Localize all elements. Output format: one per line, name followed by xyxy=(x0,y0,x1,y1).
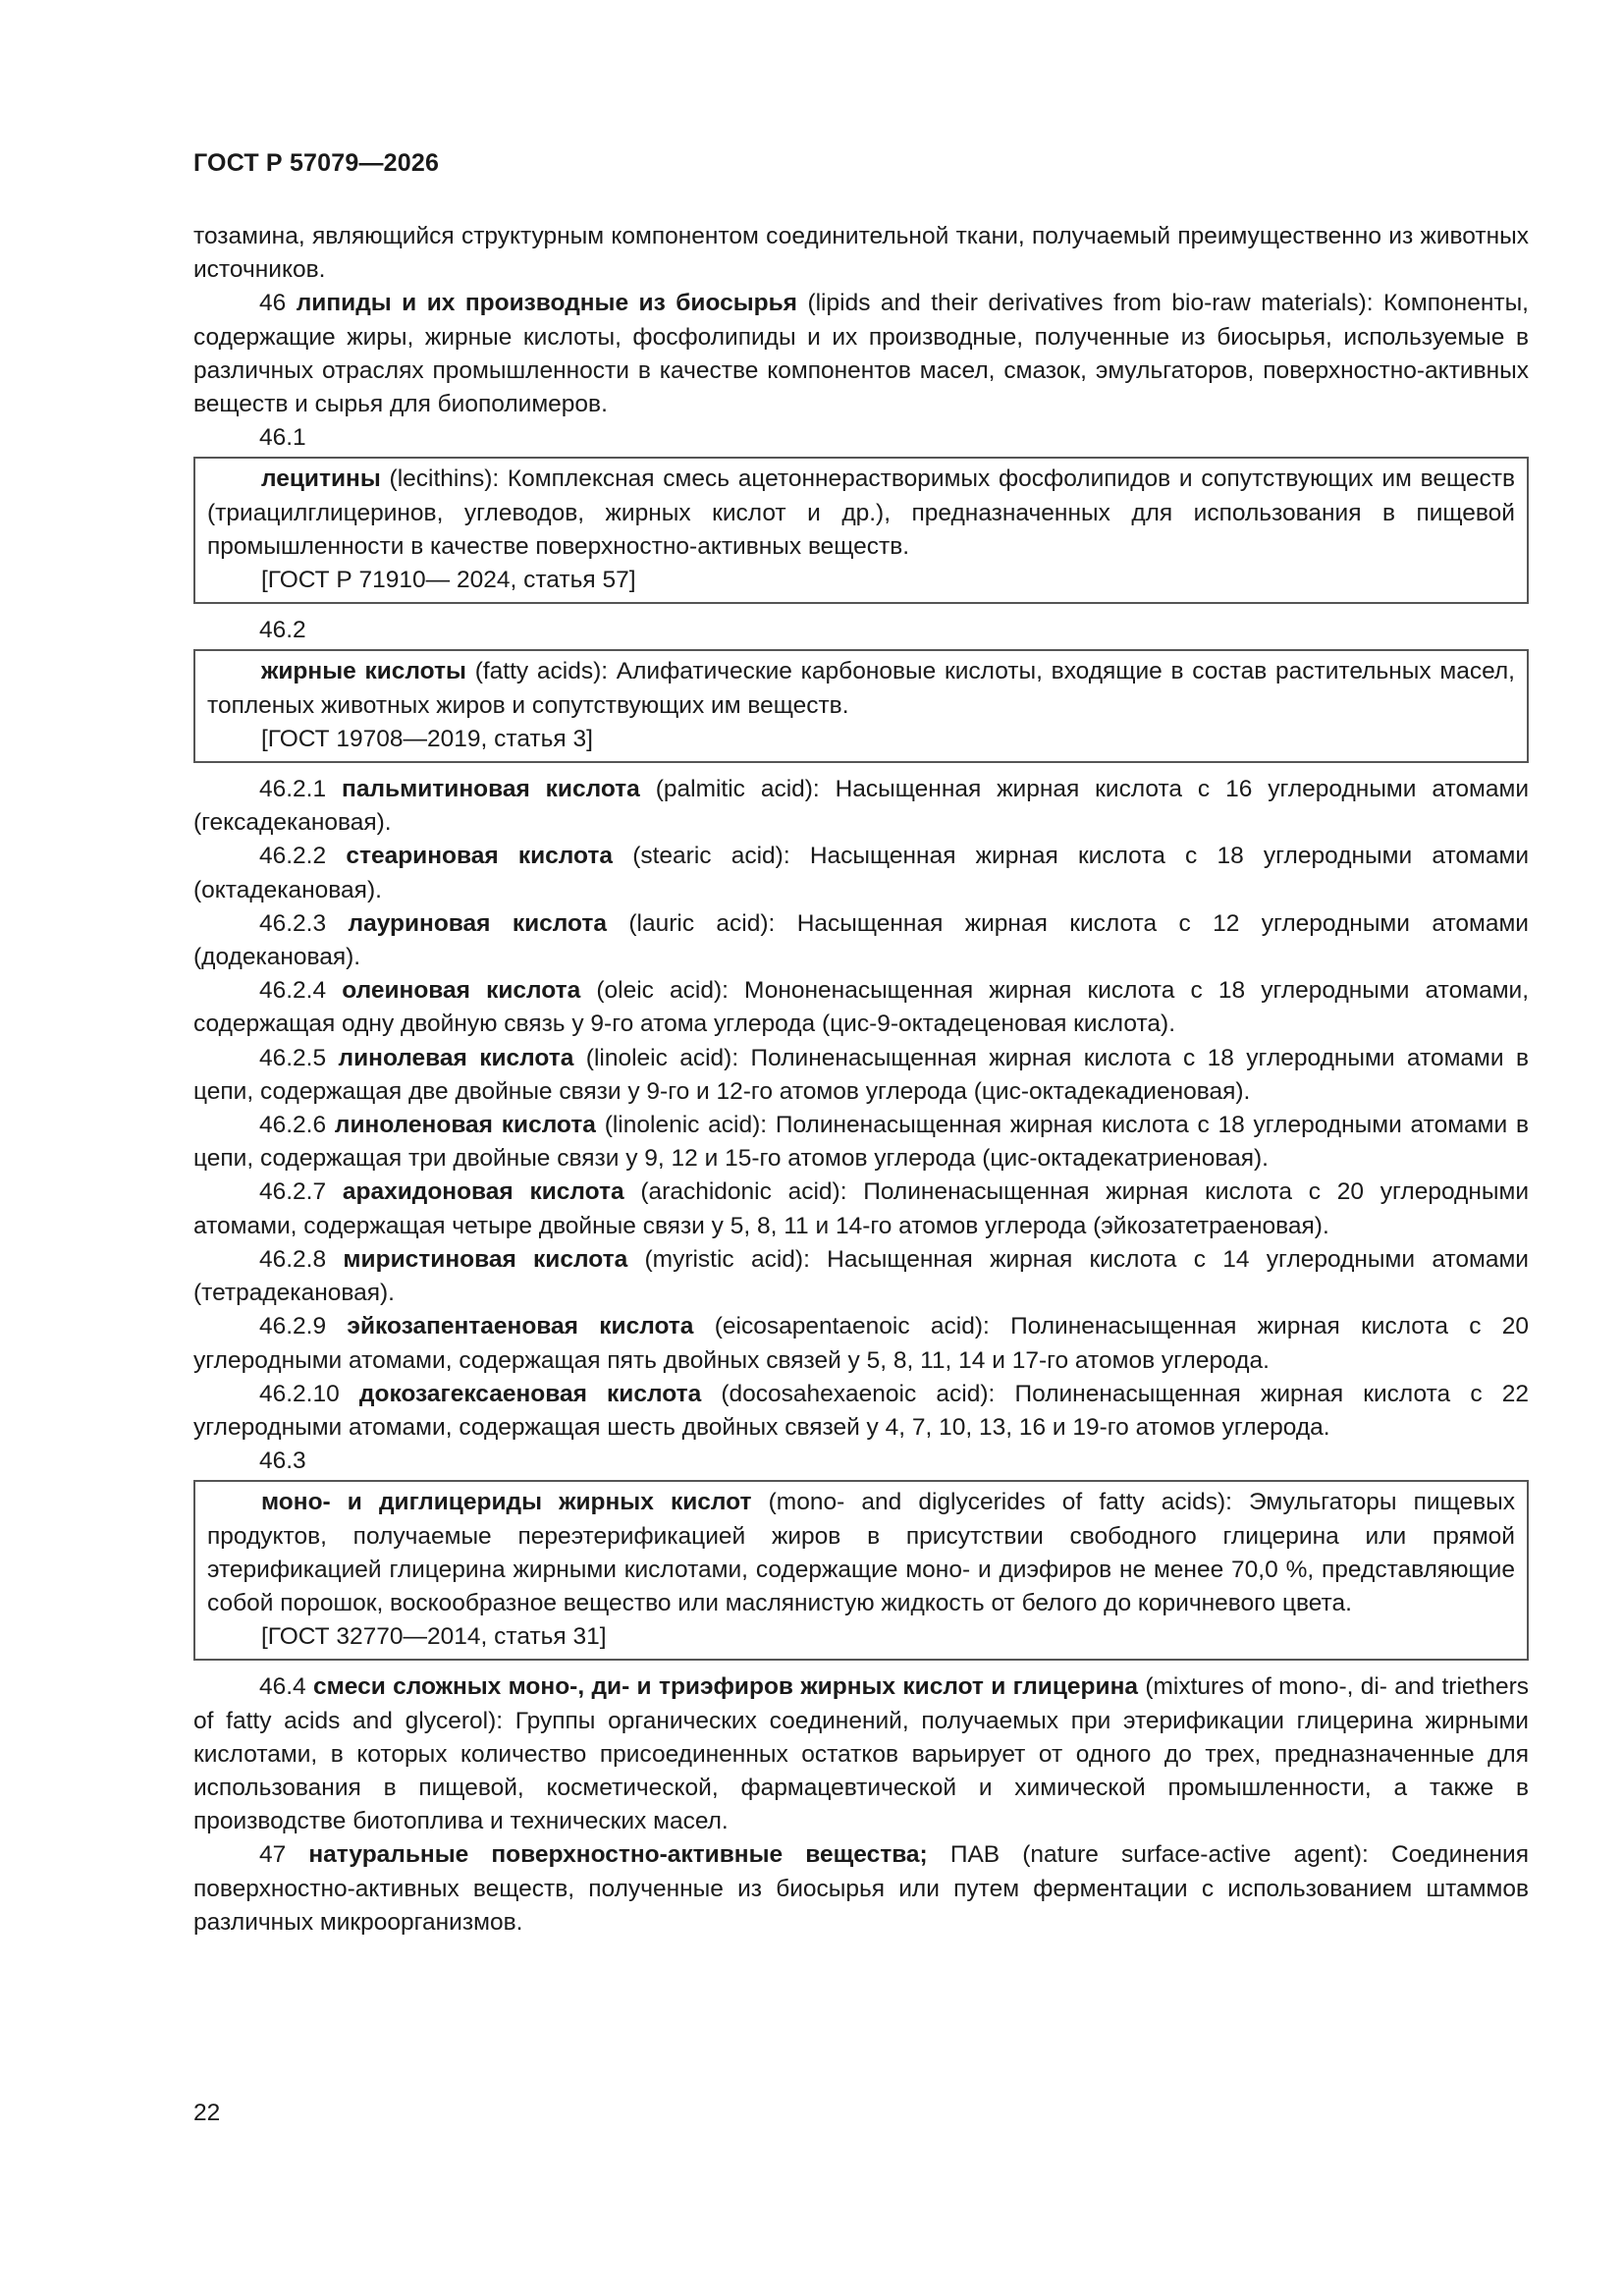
term-46-2-7 xyxy=(193,1175,1529,1242)
boxed-term-46-2 xyxy=(193,649,1529,763)
page-number: 22 xyxy=(193,2100,221,2126)
term-name: миристиновая кислота xyxy=(343,1245,628,1273)
intro-paragraph: тозамина, являющийся структурным компонентом соединительной ткани, получаемый преимущественно из животных источников. xyxy=(193,223,1529,284)
term-name: эйкозапентаеновая кислота xyxy=(347,1313,694,1340)
term-name: стеариновая кислота xyxy=(346,843,614,870)
term-reference: [ГОСТ 19708—2019, статья 3] xyxy=(261,725,593,752)
term-46-1 xyxy=(207,463,1515,564)
term-46-2-4 xyxy=(193,974,1529,1041)
term-number: 46.2.9 xyxy=(259,1313,327,1340)
term-46-2-6 xyxy=(193,1109,1529,1175)
term-46-2 xyxy=(207,655,1515,722)
term-number-46-2: 46.2 xyxy=(259,617,306,644)
document-header: ГОСТ Р 57079—2026 xyxy=(193,149,440,177)
term-46-2-2 xyxy=(193,840,1529,906)
term-definition: (fatty acids): Алифатические карбоновые кислоты, входящие в состав растительных масел, топленых животных жиров и сопутствующих им веществ. xyxy=(207,658,1515,719)
term-46-2-8 xyxy=(193,1243,1529,1310)
term-number: 47 xyxy=(259,1841,287,1869)
term-number: 46.2.1 xyxy=(259,776,327,803)
boxed-term-46-3 xyxy=(193,1480,1529,1661)
term-47 xyxy=(193,1838,1529,1940)
term-definition: (myristic acid): Насыщенная жирная кислота с 14 углеродными атомами (тетрадекановая). xyxy=(193,1245,1529,1307)
term-number: 46.2.5 xyxy=(259,1044,327,1071)
term-name: линолевая кислота xyxy=(338,1044,574,1071)
term-definition: (linolenic acid): Полиненасыщенная жирная кислота с 18 углеродными атомами в цепи, содержащая три двойные связи у 9, 12 и 15-го атомов углерода (цис-октадекатриеновая). xyxy=(193,1112,1529,1173)
term-reference: [ГОСТ Р 71910— 2024, статья 57] xyxy=(261,567,636,594)
term-reference: [ГОСТ 32770—2014, статья 31] xyxy=(261,1623,607,1651)
term-number: 46 xyxy=(259,290,287,317)
term-46-2-1 xyxy=(193,773,1529,840)
term-number: 46.4 xyxy=(259,1673,306,1701)
term-definition: (palmitic acid): Насыщенная жирная кислота с 16 углеродными атомами (гексадекановая). xyxy=(193,776,1530,837)
term-definition: (mono- and diglycerides of fatty acids): Эмульгаторы пищевых продуктов, получаемые переэтерификацией жиров в присутствии свободного глицерина или прямой этерификацией глицерина жирными кислотами, содержащие моно- и диэфиров не менее 70,0 %, представляющие собой порошок, воскообразное вещество или маслянистую жидкость от белого до коричневого цвета. xyxy=(207,1489,1515,1616)
term-name: натуральные поверхностно-активные вещества; xyxy=(308,1841,928,1869)
term-definition: (eicosapentaenoic acid): Полиненасыщенная жирная кислота с 20 углеродными атомами, содержащая пять двойных связей у 5, 8, 11, 14 и 17-го атомов углерода. xyxy=(193,1313,1530,1374)
term-name: пальмитиновая кислота xyxy=(342,776,640,803)
term-name: олеиновая кислота xyxy=(342,977,581,1005)
term-definition: (arachidonic acid): Полиненасыщенная жирная кислота с 20 углеродными атомами, содержащая четыре двойные связи у 5, 8, 11 и 14-го атомов углерода (эйкозатетраеновая). xyxy=(193,1178,1530,1239)
term-definition: (lipids and their derivatives from bio-raw materials): Компоненты, содержащие жиры, жирные кислоты, фосфолипиды и их производные, полученные из биосырья, используемые в различных отраслях промышленности в качестве компонентов масел, смазок, эмульгаторов, поверхностно-активных веществ и сырья для биополимеров. xyxy=(193,290,1529,418)
term-46-3 xyxy=(207,1486,1515,1620)
term-number: 46.2.8 xyxy=(259,1245,327,1273)
term-46-2-10 xyxy=(193,1378,1529,1445)
term-name: смеси сложных моно-, ди- и триэфиров жирных кислот и глицерина xyxy=(313,1673,1139,1701)
term-46 xyxy=(193,287,1529,421)
term-46-2-3 xyxy=(193,907,1529,974)
term-number-46-3: 46.3 xyxy=(259,1448,306,1475)
term-number: 46.2.3 xyxy=(259,909,327,937)
term-name: докозагексаеновая кислота xyxy=(358,1380,702,1407)
term-number-46-1: 46.1 xyxy=(259,424,306,452)
term-name: лауриновая кислота xyxy=(348,909,607,937)
term-number: 46.2.4 xyxy=(259,977,327,1005)
term-46-2-9 xyxy=(193,1310,1529,1377)
term-number: 46.2.6 xyxy=(259,1112,327,1139)
term-definition: (stearic acid): Насыщенная жирная кислота с 18 углеродными атомами (октадекановая). xyxy=(193,843,1530,903)
term-46-4 xyxy=(193,1670,1529,1838)
term-number: 46.2.2 xyxy=(259,843,327,870)
term-definition: ПАВ (nature surface-active agent): Соединения поверхностно-активных веществ, полученные из биосырья или путем ферментации с использованием штаммов различных микроорганизмов. xyxy=(193,1841,1529,1936)
term-46-2-5 xyxy=(193,1042,1529,1109)
term-number: 46.2.7 xyxy=(259,1178,327,1206)
term-name: жирные кислоты xyxy=(261,658,466,685)
term-name: арахидоновая кислота xyxy=(342,1178,624,1206)
boxed-term-46-1 xyxy=(193,457,1529,604)
term-definition: (linoleic acid): Полиненасыщенная жирная кислота с 18 углеродными атомами в цепи, содержащая две двойные связи у 9-го и 12-го атомов углерода (цис-октадекадиеновая). xyxy=(193,1044,1529,1105)
term-name: линоленовая кислота xyxy=(334,1112,596,1139)
term-name: липиды и их производные из биосырья xyxy=(296,290,797,317)
term-definition: (lauric acid): Насыщенная жирная кислота с 12 углеродными атомами (додекановая). xyxy=(193,909,1529,971)
term-number: 46.2.10 xyxy=(259,1380,340,1407)
document-body xyxy=(193,220,1529,1940)
term-name: моно- и диглицериды жирных кислот xyxy=(261,1489,752,1516)
term-definition: (docosahexaenoic acid): Полиненасыщенная жирная кислота с 22 углеродными атомами, содержащая шесть двойных связей у 4, 7, 10, 13, 16 и 19-го атомов углерода. xyxy=(193,1380,1529,1441)
term-name: лецитины xyxy=(261,465,381,493)
term-definition: (mixtures of mono-, di- and triethers of fatty acids and glycerol): Группы органических соединений, получаемых при этерификации глицерина жирными кислотами, в которых количество присоединенных остатков варьирует от одного до трех, предназначенные для использования в пищевой, косметической, фармацевтической и химической промышленности, а также в производстве биотоплива и технических масел. xyxy=(193,1673,1529,1835)
term-definition: (oleic acid): Мононенасыщенная жирная кислота с 18 углеродными атомами, содержащая одну двойную связь у 9-го атома углерода (цис-9-октадеценовая кислота). xyxy=(193,977,1530,1038)
term-definition: (lecithins): Комплексная смесь ацетоннерастворимых фосфолипидов и сопутствующих им веществ (триацилглицеринов, углеводов, жирных кислот и др.), предназначенных для использования в пищевой промышленности в качестве поверхностно-активных веществ. xyxy=(207,465,1516,560)
